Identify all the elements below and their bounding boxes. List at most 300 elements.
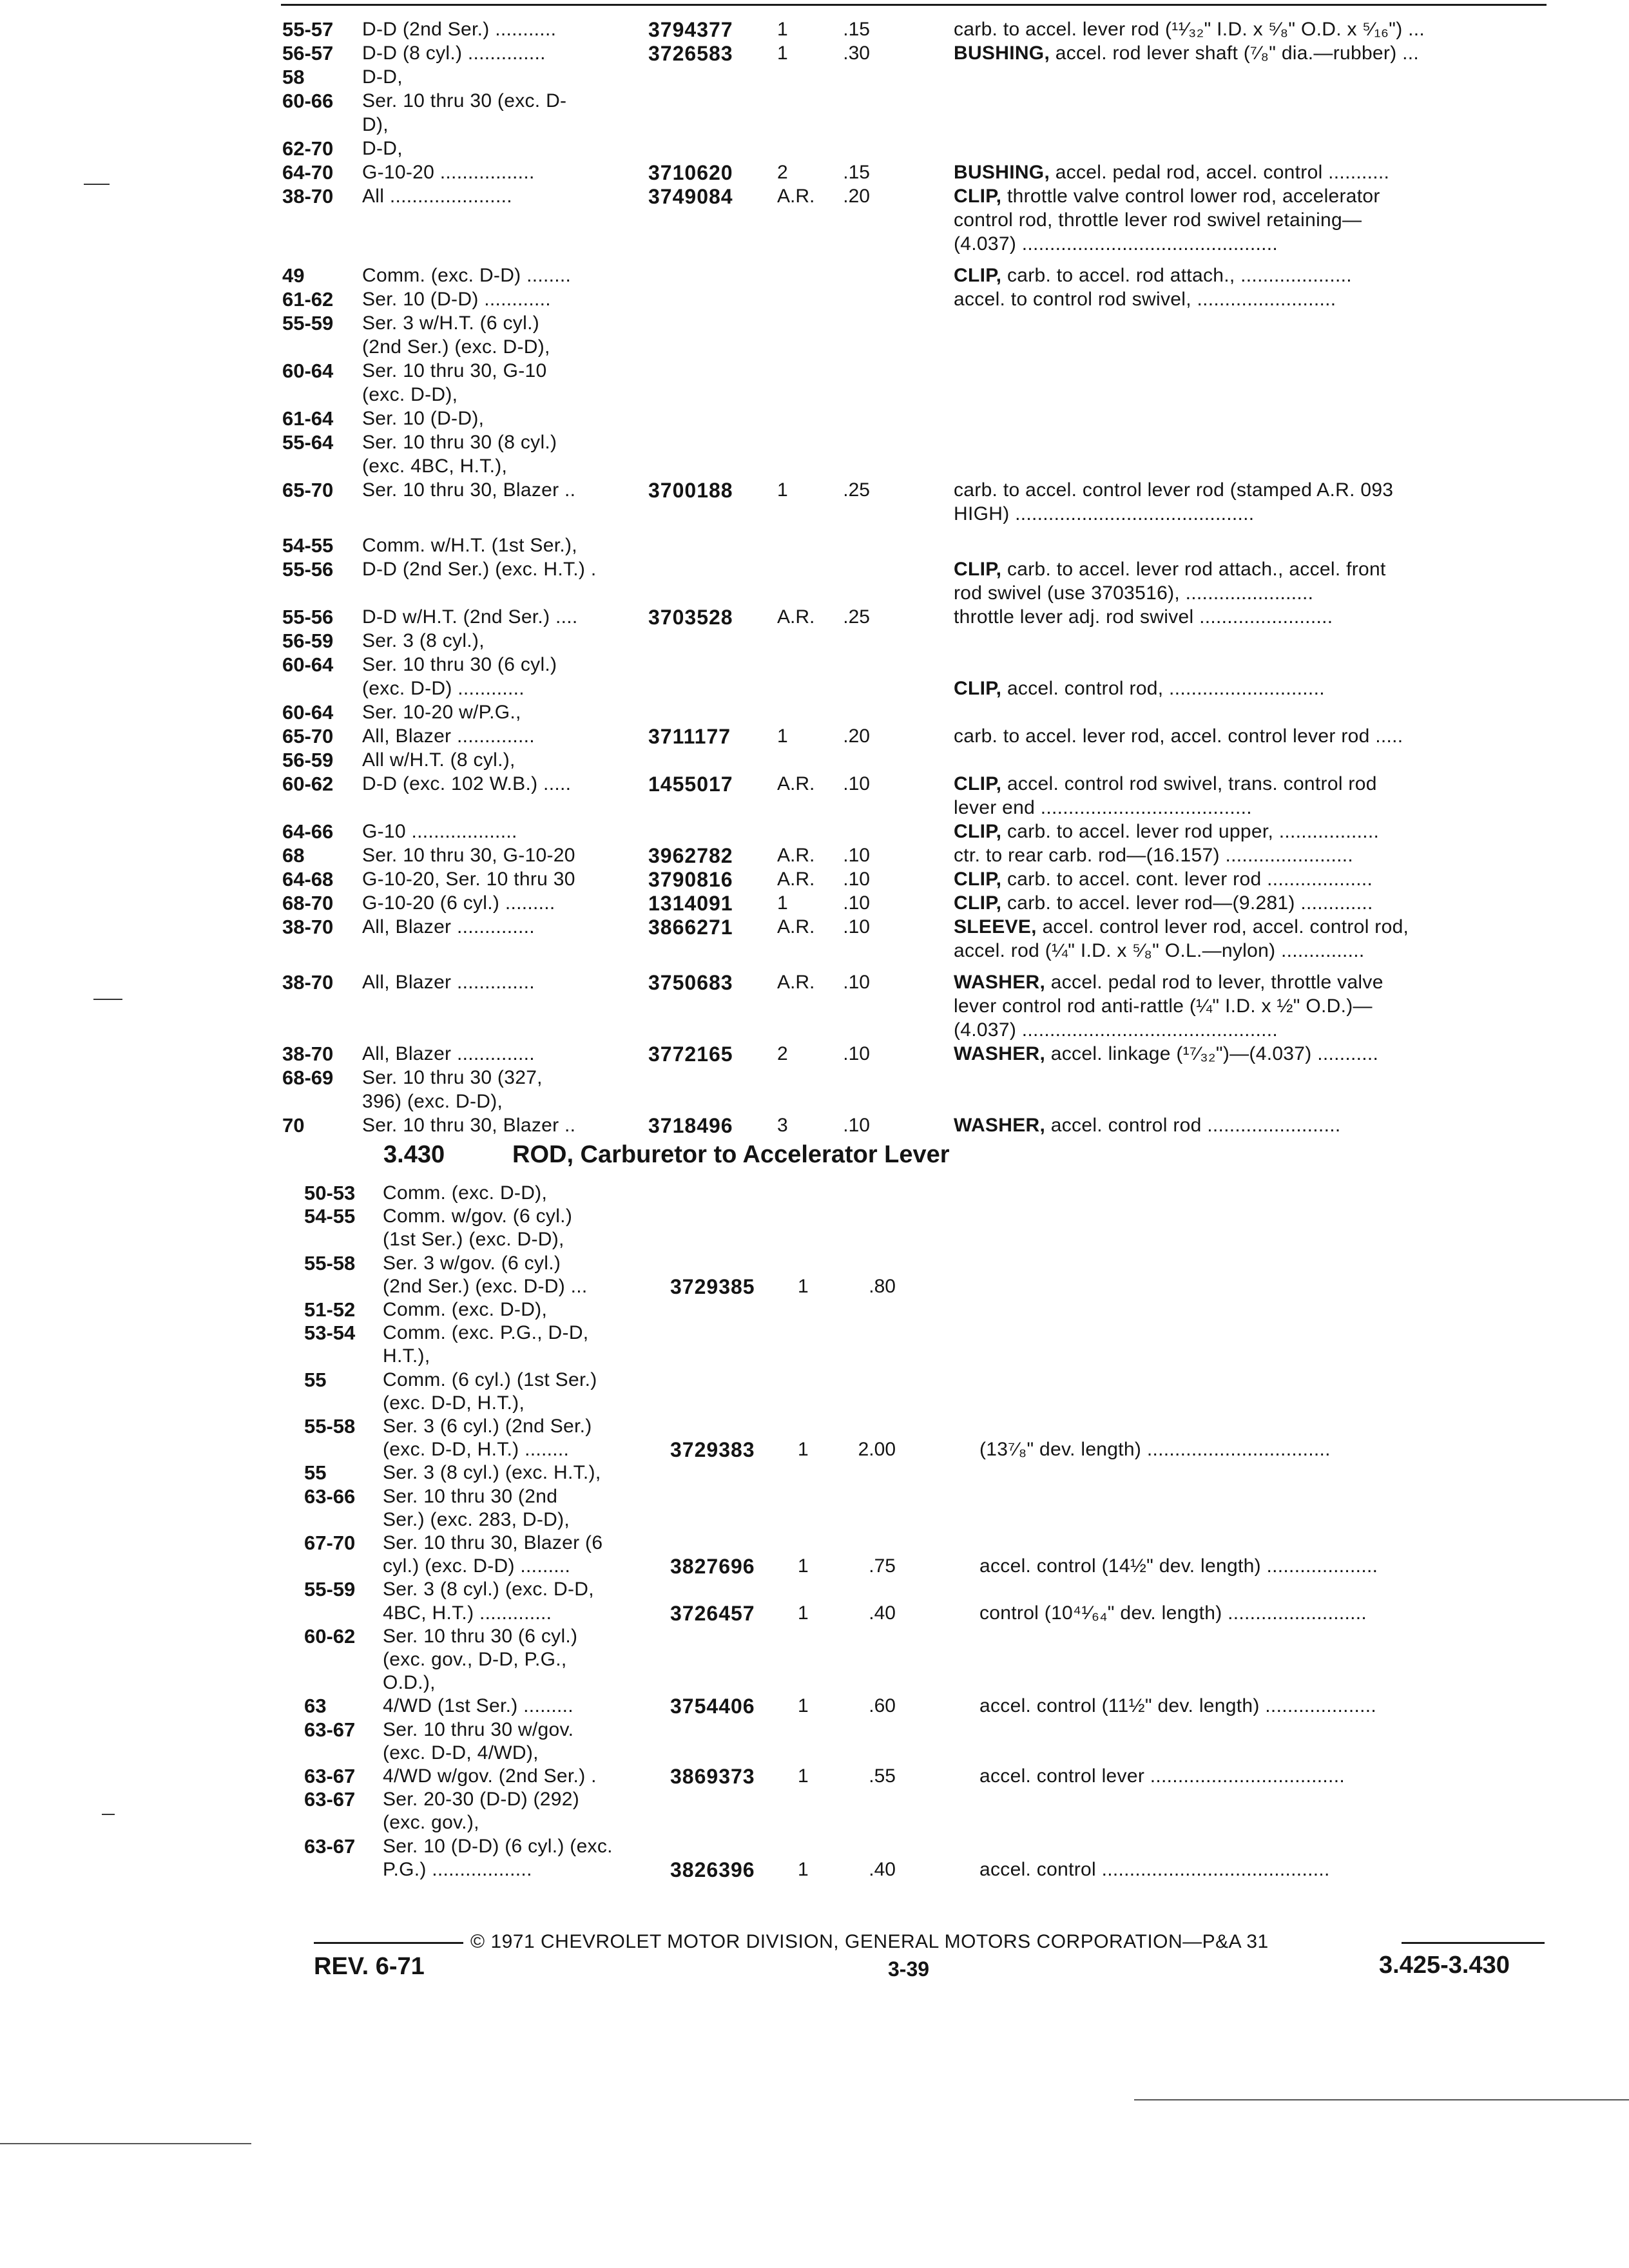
footer-copyright: © 1971 CHEVROLET MOTOR DIVISION, GENERAL MOTORS CORPORATION—P&A 31 [470,1931,1269,1952]
section-range: 3.425-3.430 [1379,1952,1510,1979]
quantity: 1 [777,892,788,914]
application: Ser. 3 (8 cyl.) (exc. H.T.), [383,1462,601,1483]
part-row [0,1695,1629,1718]
model-years: 38-70 [282,185,334,207]
model-years: 38-70 [282,1043,334,1065]
part-row [0,1114,1629,1137]
part-row [0,725,1629,748]
application: Comm. w/H.T. (1st Ser.), [362,535,577,556]
part-number: 3710620 [648,161,733,184]
application: All ...................... [362,186,512,207]
application: 4/WD (1st Ser.) ......... [383,1695,574,1716]
model-years: 60-64 [282,653,334,676]
part-row [0,995,1629,1018]
model-years: 55-57 [282,18,334,41]
quantity: 3 [777,1115,788,1136]
part-row [0,90,1629,113]
model-years: 54-55 [304,1205,356,1227]
price: .40 [869,1859,896,1880]
part-row [0,383,1629,407]
part-row [0,1485,1629,1508]
part-row [0,1742,1629,1765]
price: .20 [843,726,870,747]
quantity: A.R. [777,972,815,993]
part-row [0,582,1629,605]
model-years: 55-59 [282,312,334,334]
part-row [0,1788,1629,1811]
application: Ser. 3 (8 cyl.), [362,630,485,651]
part-row [0,209,1629,232]
application: Ser. 3 w/gov. (6 cyl.) [383,1253,561,1274]
description: lever end ...................................... [954,797,1252,818]
application: Comm. w/gov. (6 cyl.) [383,1206,573,1227]
model-years: 56-57 [282,42,334,64]
application: D-D (8 cyl.) .............. [362,43,546,64]
part-number: 3729383 [670,1438,755,1461]
part-row [0,1275,1629,1298]
part-name: WASHER, [954,1115,1046,1136]
model-years: 62-70 [282,137,334,160]
quantity: 1 [798,1859,809,1880]
part-row [0,113,1629,137]
model-years: 54-55 [282,534,334,557]
part-row [0,1532,1629,1555]
margin-mark [102,1814,115,1815]
part-number: 3749084 [648,185,733,208]
part-number: 3827696 [670,1555,755,1578]
application: D-D (2nd Ser.) ........... [362,19,557,40]
description: HIGH) ........................................... [954,503,1255,524]
application: Ser. 10 thru 30, G-10 [362,360,547,381]
description: CLIP, carb. to accel. rod attach., .................... [954,265,1352,286]
price: .10 [843,916,870,937]
model-years: 38-70 [282,916,334,938]
part-row [0,1298,1629,1321]
part-row [0,503,1629,526]
price: .30 [843,43,870,64]
part-number: 3754406 [670,1695,755,1718]
top-rule [281,4,1547,6]
part-row [0,1321,1629,1345]
application: D-D, [362,66,403,88]
part-row [0,1019,1629,1042]
price: .15 [843,162,870,183]
quantity: 1 [777,19,788,40]
application: D-D (2nd Ser.) (exc. H.T.) . [362,559,597,580]
application: (exc. D-D, 4/WD), [383,1742,539,1763]
part-name: CLIP, [954,773,1002,794]
part-name: BUSHING, [954,43,1050,64]
model-years: 38-70 [282,971,334,994]
description: lever control rod anti-rattle (¼" I.D. x ½" O.D.)— [954,995,1373,1017]
description: CLIP, carb. to accel. lever rod attach., accel. front [954,559,1386,580]
part-number: 3718496 [648,1114,733,1137]
part-row [0,1765,1629,1788]
description: CLIP, accel. control rod, ............................ [954,678,1325,699]
part-row [0,264,1629,287]
price: .10 [843,1043,870,1064]
part-row [0,868,1629,891]
price: .75 [869,1555,896,1577]
application: Ser. 10 thru 30 (8 cyl.) [362,432,557,453]
part-row [0,1671,1629,1695]
application: Ser. 10 (D-D) (6 cyl.) (exc. [383,1836,613,1857]
part-name: SLEEVE, [954,916,1037,937]
application: All, Blazer .............. [362,972,535,993]
description: CLIP, throttle valve control lower rod, accelerator [954,186,1380,207]
margin-mark [93,999,122,1000]
part-row [0,1555,1629,1578]
model-years: 61-62 [282,288,334,311]
price: .10 [843,1115,870,1136]
description: BUSHING, accel. pedal rod, accel. control ........... [954,162,1390,183]
part-number: 3866271 [648,916,733,939]
part-number: 1455017 [648,773,733,796]
price: .10 [843,892,870,914]
application: Ser. 3 w/H.T. (6 cyl.) [362,312,539,334]
model-years: 55-58 [304,1415,356,1437]
part-row [0,773,1629,796]
application: D-D, [362,138,403,159]
application: Ser. 10-20 w/P.G., [362,702,521,723]
part-name: WASHER, [954,1043,1046,1064]
description: (4.037) .............................................. [954,233,1278,255]
part-number: 1314091 [648,892,733,915]
price: 2.00 [858,1439,896,1460]
part-row [0,1228,1629,1251]
application: P.G.) .................. [383,1859,532,1880]
part-row [0,1578,1629,1601]
price: .40 [869,1602,896,1624]
application: D-D (exc. 102 W.B.) ..... [362,773,572,794]
application: (1st Ser.) (exc. D-D), [383,1229,564,1250]
quantity: 1 [798,1276,809,1297]
model-years: 65-70 [282,725,334,747]
model-years: 55-64 [282,431,334,454]
part-row [0,1066,1629,1090]
model-years: 55-59 [304,1578,356,1600]
model-years: 55-56 [282,606,334,628]
description: carb. to accel. lever rod, accel. control lever rod ..... [954,726,1403,747]
quantity: A.R. [777,773,815,794]
application: Ser. 10 thru 30 (2nd [383,1486,558,1507]
part-name: CLIP, [954,892,1002,914]
part-name: CLIP, [954,678,1002,699]
application: (exc. D-D), [362,384,458,405]
part-row [0,312,1629,335]
description: control rod, throttle lever rod swivel retaining— [954,209,1362,231]
description: WASHER, accel. linkage (¹⁷⁄₃₂")—(4.037) ........... [954,1043,1379,1064]
quantity: 1 [798,1695,809,1716]
description: carb. to accel. control lever rod (stamped A.R. 093 [954,479,1394,501]
description: rod swivel (use 3703516), ....................... [954,582,1314,604]
section-title: ROD, Carburetor to Accelerator Lever [512,1141,950,1168]
application: cyl.) (exc. D-D) ......... [383,1555,571,1577]
application: Comm. (exc. D-D), [383,1182,548,1204]
application: O.D.), [383,1672,436,1693]
part-row [0,606,1629,629]
application: G-10 ................... [362,821,517,842]
price: .25 [843,479,870,501]
part-row [0,137,1629,160]
part-row [0,185,1629,208]
part-row [0,1415,1629,1438]
description: ctr. to rear carb. rod—(16.157) ....................... [954,845,1354,866]
description: accel. control lever ................................... [979,1765,1345,1787]
bottom-scan-rule-right [1134,2099,1629,2100]
description: accel. control (14½" dev. length) .................... [979,1555,1378,1577]
price: .60 [869,1695,896,1716]
price: .80 [869,1276,896,1297]
part-row [0,1461,1629,1485]
part-row [0,844,1629,867]
footer-rule-left [314,1942,463,1944]
description: WASHER, accel. control rod ........................ [954,1115,1341,1136]
application: Ser.) (exc. 283, D-D), [383,1509,570,1530]
revision-label: REV. 6-71 [314,1953,425,1980]
model-years: 60-66 [282,90,334,112]
price: .55 [869,1765,896,1787]
description: (13⁷⁄₈" dev. length) ................................. [979,1439,1331,1460]
part-row [0,479,1629,502]
application: All, Blazer .............. [362,1043,535,1064]
part-row [0,1835,1629,1858]
model-years: 58 [282,66,305,88]
part-row [0,407,1629,430]
part-row [0,749,1629,772]
application: D-D w/H.T. (2nd Ser.) .... [362,606,578,628]
description: accel. to control rod swivel, ......................... [954,289,1336,310]
application: (exc. D-D, H.T.) ........ [383,1439,570,1460]
model-years: 61-64 [282,407,334,430]
application: 396) (exc. D-D), [362,1091,503,1112]
part-row [0,796,1629,820]
application: (exc. D-D, H.T.), [383,1392,525,1414]
description: accel. control (11½" dev. length) .................... [979,1695,1376,1716]
part-row [0,916,1629,939]
quantity: A.R. [777,186,815,207]
margin-mark [84,184,110,185]
part-number: 3962782 [648,844,733,867]
description: carb. to accel. lever rod (¹¹⁄₃₂" I.D. x ⁵⁄₈" O.D. x ⁵⁄₁₆") ... [954,19,1425,40]
application: Ser. 10 thru 30, G-10-20 [362,845,575,866]
part-row [0,455,1629,478]
model-years: 63-67 [304,1788,356,1811]
part-row [0,1438,1629,1461]
price: .25 [843,606,870,628]
part-row [0,1090,1629,1113]
model-years: 55 [304,1369,327,1391]
part-row [0,1392,1629,1415]
page-number: 3-39 [888,1957,930,1981]
part-number: 3826396 [670,1858,755,1881]
model-years: 68-70 [282,892,334,914]
model-years: 60-64 [282,701,334,724]
part-number: 3729385 [670,1275,755,1298]
application: Ser. 10 thru 30, Blazer .. [362,1115,576,1136]
model-years: 55 [304,1461,327,1484]
model-years: 64-66 [282,820,334,843]
part-row [0,161,1629,184]
part-row [0,360,1629,383]
part-row [0,971,1629,994]
price: .15 [843,19,870,40]
model-years: 60-62 [282,773,334,795]
application: G-10-20 (6 cyl.) ......... [362,892,555,914]
application: Ser. 10 thru 30, Blazer (6 [383,1532,603,1553]
model-years: 64-68 [282,868,334,890]
part-row [0,1252,1629,1275]
application: Ser. 10 thru 30 (6 cyl.) [362,654,557,675]
description: accel. control ......................................... [979,1859,1330,1880]
application: Ser. 10 thru 30 (327, [362,1067,543,1088]
part-row [0,558,1629,581]
footer-rule-right [1402,1942,1545,1944]
model-years: 56-59 [282,629,334,652]
part-row [0,1718,1629,1742]
application: 4BC, H.T.) ............. [383,1602,552,1624]
part-name: CLIP, [954,186,1002,207]
description: SLEEVE, accel. control lever rod, accel. control rod, [954,916,1409,937]
price: .10 [843,773,870,794]
part-row [0,1205,1629,1228]
part-row [0,1648,1629,1671]
part-name: CLIP, [954,869,1002,890]
application: 4/WD w/gov. (2nd Ser.) . [383,1765,597,1787]
quantity: 1 [798,1439,809,1460]
part-row [0,629,1629,653]
application: Ser. 10 (D-D), [362,408,485,429]
part-row [0,288,1629,311]
model-years: 53-54 [304,1321,356,1344]
application: Ser. 10 thru 30, Blazer .. [362,479,576,501]
part-name: BUSHING, [954,162,1050,183]
model-years: 70 [282,1114,305,1137]
description: CLIP, accel. control rod swivel, trans. control rod [954,773,1377,794]
application: Ser. 10 thru 30 w/gov. [383,1719,574,1740]
description: accel. rod (¼" I.D. x ⁵⁄₈" O.L.—nylon) ............... [954,940,1365,961]
model-years: 63 [304,1695,327,1717]
quantity: 2 [777,162,788,183]
quantity: 1 [798,1602,809,1624]
part-row [0,336,1629,359]
application: G-10-20 ................. [362,162,535,183]
part-row [0,233,1629,256]
part-row [0,42,1629,65]
part-row [0,1508,1629,1532]
application: (exc. gov.), [383,1812,479,1833]
quantity: 2 [777,1043,788,1064]
part-name: CLIP, [954,821,1002,842]
part-row [0,1182,1629,1205]
part-number: 3772165 [648,1043,733,1066]
description: BUSHING, accel. rod lever shaft (⁷⁄₈" dia.—rubber) ... [954,43,1420,64]
price: .20 [843,186,870,207]
description: WASHER, accel. pedal rod to lever, throttle valve [954,972,1383,993]
model-years: 50-53 [304,1182,356,1204]
part-row [0,431,1629,454]
part-name: CLIP, [954,265,1002,286]
model-years: 60-62 [304,1625,356,1648]
application: Ser. 3 (8 cyl.) (exc. D-D, [383,1579,594,1600]
bottom-scan-rule-left [0,2143,251,2144]
part-row [0,892,1629,915]
quantity: 1 [777,726,788,747]
part-number: 3726583 [648,42,733,65]
application: All, Blazer .............. [362,916,535,937]
application: Comm. (exc. D-D) ........ [362,265,572,286]
model-years: 60-64 [282,360,334,382]
price: .10 [843,869,870,890]
model-years: 55-56 [282,558,334,581]
part-row [0,18,1629,41]
application: Comm. (6 cyl.) (1st Ser.) [383,1369,597,1390]
part-number: 3726457 [670,1602,755,1625]
part-number: 3869373 [670,1765,755,1788]
quantity: A.R. [777,916,815,937]
model-years: 51-52 [304,1298,356,1321]
application: (exc. gov., D-D, P.G., [383,1649,567,1670]
application: Comm. (exc. P.G., D-D, [383,1322,589,1343]
description: CLIP, carb. to accel. cont. lever rod ................... [954,869,1373,890]
part-number: 3750683 [648,971,733,994]
description: (4.037) .............................................. [954,1019,1278,1041]
price: .10 [843,972,870,993]
part-row [0,1043,1629,1066]
part-number: 3711177 [648,725,731,748]
application: Ser. 10 thru 30 (exc. D- [362,90,567,111]
section-number: 3.430 [383,1141,445,1168]
quantity: A.R. [777,869,815,890]
model-years: 55-58 [304,1252,356,1274]
application: Ser. 10 thru 30 (6 cyl.) [383,1626,578,1647]
model-years: 63-67 [304,1765,356,1787]
application: (2nd Ser.) (exc. D-D), [362,336,550,358]
application: H.T.), [383,1345,430,1367]
part-row [0,66,1629,89]
quantity: 1 [777,43,788,64]
model-years: 63-66 [304,1485,356,1508]
application: G-10-20, Ser. 10 thru 30 [362,869,575,890]
description: throttle lever adj. rod swivel ........................ [954,606,1333,628]
model-years: 49 [282,264,305,287]
application: (2nd Ser.) (exc. D-D) ... [383,1276,588,1297]
model-years: 67-70 [304,1532,356,1554]
part-row [0,1858,1629,1881]
application: Ser. 10 (D-D) ............ [362,289,551,310]
application: D), [362,114,389,135]
part-number: 3700188 [648,479,733,502]
application: Ser. 3 (6 cyl.) (2nd Ser.) [383,1416,592,1437]
quantity: A.R. [777,845,815,866]
part-number: 3794377 [648,18,733,41]
price: .10 [843,845,870,866]
description: CLIP, carb. to accel. lever rod upper, .................. [954,821,1380,842]
model-years: 63-67 [304,1718,356,1741]
part-row [0,653,1629,677]
description: control (10⁴¹⁄₆₄" dev. length) ......................... [979,1602,1367,1624]
application: All, Blazer .............. [362,726,535,747]
part-name: WASHER, [954,972,1046,993]
model-years: 68 [282,844,305,867]
part-row [0,820,1629,843]
part-row [0,701,1629,724]
model-years: 68-69 [282,1066,334,1089]
application: All w/H.T. (8 cyl.), [362,749,516,771]
part-row [0,1369,1629,1392]
quantity: A.R. [777,606,815,628]
part-row [0,1811,1629,1834]
